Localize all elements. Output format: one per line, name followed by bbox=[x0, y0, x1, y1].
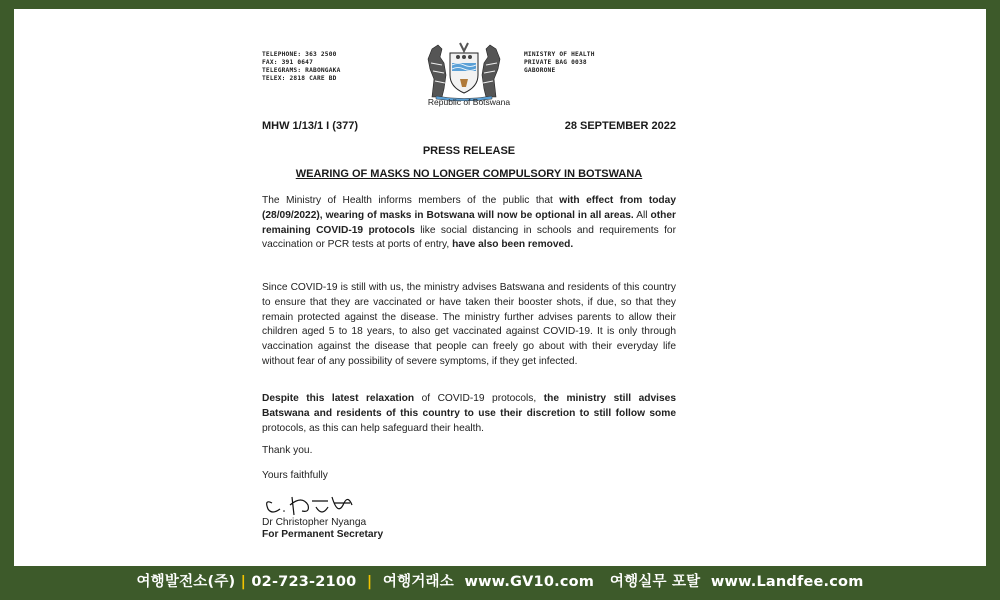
closing-line: Yours faithfully bbox=[262, 470, 328, 481]
coat-of-arms-icon bbox=[422, 39, 506, 101]
letter-date: 28 SEPTEMBER 2022 bbox=[564, 120, 676, 132]
signatory-title: For Permanent Secretary bbox=[262, 529, 384, 540]
telegrams-line: TELEGRAMS: RABONGAKA bbox=[262, 67, 341, 74]
ministry-name: MINISTRY OF HEALTH bbox=[524, 51, 595, 58]
footer-company: 여행발전소(주) bbox=[136, 574, 236, 590]
city-line: GABORONE bbox=[524, 67, 556, 74]
p1-bold-b: with effect from today (28/09/2022), wearing of masks in Botswana will now be optional in all areas. bbox=[262, 195, 676, 221]
republic-label: Republic of Botswana bbox=[427, 97, 511, 107]
reference-line bbox=[262, 120, 676, 132]
fax-line: FAX: 391 0647 bbox=[262, 59, 314, 66]
p1-text-c: All bbox=[633, 209, 651, 221]
press-release-heading: PRESS RELEASE bbox=[422, 145, 516, 157]
p1-text-a: The Ministry of Health informs members of the public that bbox=[262, 195, 560, 206]
subject-heading: WEARING OF MASKS NO LONGER COMPULSORY IN BOTSWANA bbox=[295, 168, 643, 180]
signature-image bbox=[262, 487, 382, 519]
footer-exchange: 여행거래소 bbox=[382, 574, 454, 590]
footer-banner bbox=[0, 570, 1000, 594]
p1-bold-d: other remaining COVID-19 protocols bbox=[262, 209, 676, 236]
footer-site-gv10[interactable]: www.GV10.com bbox=[464, 574, 595, 590]
telephone-line: TELEPHONE: 363 2500 bbox=[262, 51, 337, 58]
paragraph-1 bbox=[262, 194, 676, 253]
press-release-letter bbox=[262, 9, 692, 566]
p3-bold-a: Despite this latest relaxation bbox=[262, 393, 415, 404]
telex-line: TELEX: 2818 CARE BD bbox=[262, 75, 337, 82]
reference-number: MHW 1/13/1 I (377) bbox=[262, 120, 358, 132]
thanks-line: Thank you. bbox=[262, 445, 313, 456]
document-page bbox=[14, 9, 986, 566]
p3-bold-c: the ministry still advises Batswana and residents of this country to use their discretion to still follow some bbox=[262, 393, 676, 419]
footer-separator-2: | bbox=[366, 574, 373, 590]
private-bag-line: PRIVATE BAG 0038 bbox=[524, 59, 587, 66]
contact-block bbox=[262, 51, 341, 83]
footer-portal: 여행실무 포탈 bbox=[609, 574, 701, 590]
signatory-name: Dr Christopher Nyanga bbox=[262, 517, 367, 528]
footer-phone: 02-723-2100 bbox=[251, 574, 357, 590]
p3-text-b: of COVID-19 protocols, bbox=[414, 393, 544, 404]
p1-text-e: like social distancing in schools and requirements for vaccination or PCR tests at ports of entry, bbox=[262, 224, 676, 251]
paragraph-3 bbox=[262, 392, 676, 436]
signatory-block bbox=[262, 517, 676, 541]
footer-separator: | bbox=[240, 574, 247, 590]
paragraph-2: Since COVID-19 is still with us, the ministry advises Batswana and residents of this country to ensure that they are vaccinated or have taken their booster shots, if due, so that they remain protected against the disease. The ministry further advises parents to allow their children aged 5 to 18 years, to also get vaccinated against COVID-19. It is only through vaccination against the disease that people can freely go about with their everyday life without fear of any possibility of severe symptoms, if they get infected. bbox=[262, 282, 676, 367]
p3-text-d: protocols, as this can help safeguard their health. bbox=[262, 422, 484, 434]
ministry-address-block bbox=[524, 51, 595, 75]
p1-bold-f: have also been removed. bbox=[452, 239, 574, 251]
footer-site-landfee[interactable]: www.Landfee.com bbox=[710, 574, 864, 590]
